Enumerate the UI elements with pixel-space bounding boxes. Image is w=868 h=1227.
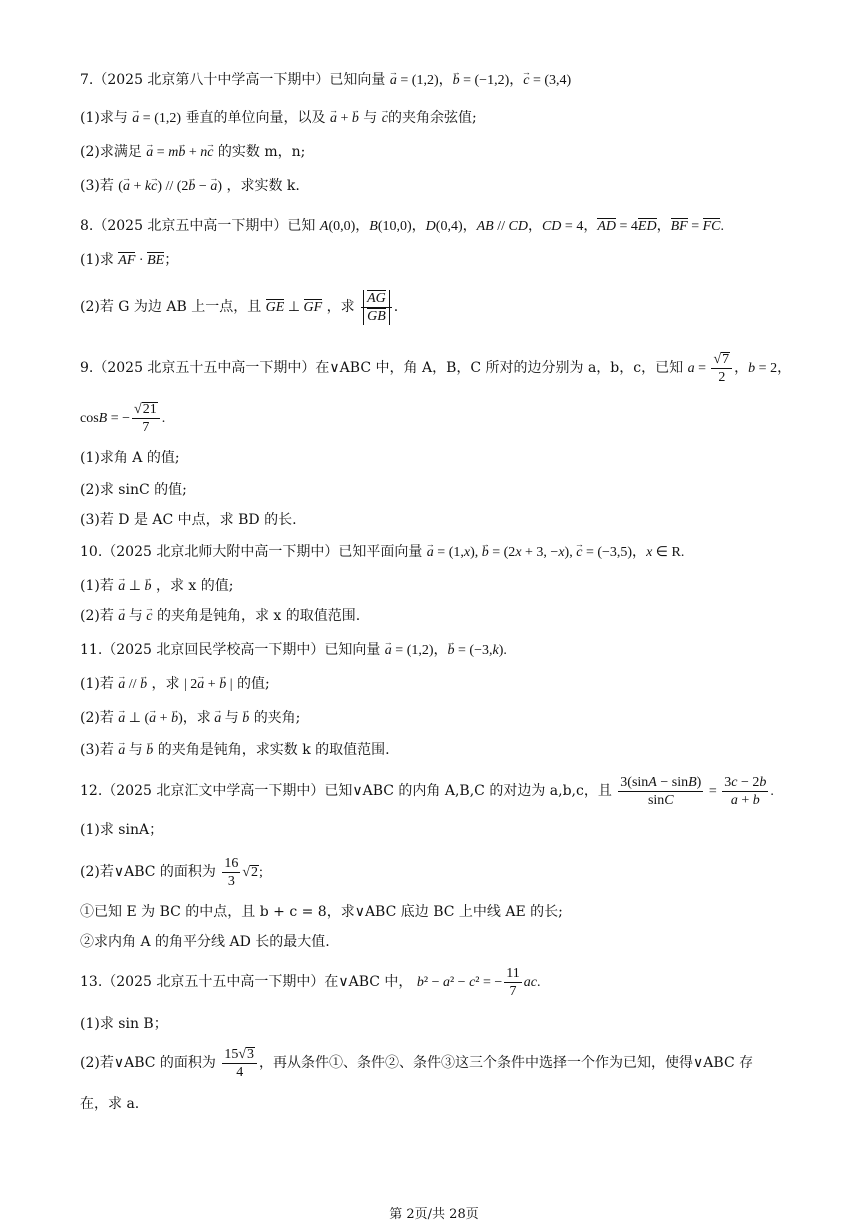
q11-part3: (3)若 → a 与 → b 的夹角是钝角，求实数 k 的取值范围. [80,740,390,761]
q13-head: 13.（2025 北京五十五中高一下期中）在∨ABC 中， b² − a² − c² = − $\frac{11}{7}$ ac. [80,966,541,1000]
q10-head-text: 10.（2025 北京北师大附中高一下期中）已知平面向量 [80,544,423,560]
q7-part1-text: (1)求与 [80,110,128,126]
q13-part2-text: (2)若∨ABC 的面积为 [80,1055,216,1071]
q7-vectors: → a = (1,2)，→ b = (−1,2)，→ c = (3,4) [390,73,571,88]
q10-part1: (1)若 → a ⊥ → b ，求 x 的值; [80,576,233,597]
q12-head-text: 12.（2025 北京汇文中学高一下期中）已知∨ABC 的内角 A,B,C 的对边为 a,b,c，且 [80,783,612,799]
q12-sub1: ①已知 E 为 BC 的中点，且 b + c = 8，求∨ABC 底边 BC 上中线 AE 的长; [80,904,563,920]
q8-part1: (1)求 AF · BE； [80,252,179,268]
q11-part3-text: (3)若 [80,742,114,758]
q8-part2-mid: ，求 [326,299,355,315]
q7-part2: (2)求满足 → a = m→ b + n→ c 的实数 m，n; [80,142,305,163]
q8-ratio: $\frac{AG}{GB}$ [361,289,392,325]
q7-head-text: 7.（2025 北京第八十中学高一下期中）已知向量 [80,72,386,88]
q7-part1-mid2: 与 [363,110,378,126]
q12-part2-text: (2)若∨ABC 的面积为 [80,864,216,880]
q7-part3-text: (3)若 [80,178,114,194]
q11-head: 11.（2025 北京回民学校高一下期中）已知向量 → a = (1,2)，→ b = (−3,k). [80,640,507,661]
q10-part2-text: (2)若 [80,608,114,624]
q11-head-text: 11.（2025 北京回民学校高一下期中）已知向量 [80,642,381,658]
q7-part2-end: 的实数 m，n; [217,144,306,160]
page-footer: 第 2页/共 28页 [389,1207,479,1222]
q11-part2-text: (2)若 [80,710,114,726]
q13-part2-mid: ，再从条件①、条件②、条件③这三个条件中选择一个作为已知，使得∨ABC 存 [259,1055,754,1071]
q9-head-text: 9.（2025 北京五十五中高一下期中）在∨ABC 中，角 A，B，C 所对的边分别为 a，b，c，已知 [80,360,684,376]
q8-part2-text: (2)若 G 为边 AB 上一点，且 [80,299,262,315]
q13-part2: (2)若∨ABC 的面积为 $\frac{15√3}{4}$ ，再从条件①、条件②、条件③这三个条件中选择一个作为已知，使得∨ABC 存 [80,1047,754,1081]
q7-part1-mid: 垂直的单位向量，以及 [185,110,326,126]
q8-head [80,216,724,237]
q10-part2: (2)若 → a 与 → c 的夹角是钝角，求 x 的取值范围. [80,606,360,627]
q7-head [80,70,571,91]
q7-part1-end: 的夹角余弦值; [387,110,477,126]
q10-part2-end: 的夹角是钝角，求 x 的取值范围. [156,608,361,624]
q9-part1: (1)求角 A 的值; [80,450,180,466]
q13-part1: (1)求 sin B； [80,1016,168,1032]
q11-part3-end: 的夹角是钝角，求实数 k 的取值范围. [157,742,390,758]
q7-part2-text: (2)求满足 [80,144,142,160]
q9-cond: cosB = − $\frac{√21}{7}$ . [80,402,166,436]
q7-part3-end: ，求实数 k. [226,178,300,194]
q8-head-text: 8.（2025 北京五中高一下期中）已知 [80,218,316,234]
q12-part2: (2)若∨ABC 的面积为 $\frac{16}{3}$ √2; [80,856,263,890]
q11-part1-end: 的值; [236,676,270,692]
q11-part1: (1)若 → a // → b ，求 | 2→ a + → b | 的值; [80,674,270,695]
q8-part2: (2)若 G 为边 AB 上一点，且 GE ⊥ GF ，求 $\frac{AG}{GB}$ . [80,290,399,324]
q12-head: 12.（2025 北京汇文中学高一下期中）已知∨ABC 的内角 A,B,C 的对边为 a,b,c，且 $\frac{3(\sin A - \sin B)}{\sin C}$ = $\frac{3c - 2b}{a + b}$ . [80,775,774,809]
q9-part2: (2)求 sinC 的值; [80,482,187,498]
q10-part1-text: (1)若 [80,578,114,594]
q7-part1: (1)求与 → a = (1,2) 垂直的单位向量，以及 → a + → b 与 → c的夹角余弦值; [80,108,477,129]
q12-sub2: ②求内角 A 的角平分线 AD 长的最大值. [80,934,330,950]
q11-part1-mid: ，求 [151,676,180,692]
q9-head: 9.（2025 北京五十五中高一下期中）在∨ABC 中，角 A，B，C 所对的边分别为 a，b，c，已知 a = $\frac{√7}{2}$ ，b = 2， [80,352,792,386]
q13-part2-cont: 在，求 a. [80,1096,140,1112]
q8-part1-text: (1)求 [80,252,114,268]
q13-head-text: 13.（2025 北京五十五中高一下期中）在∨ABC 中， [80,974,413,990]
q10-part1-end: ，求 x 的值; [155,578,234,594]
q11-part1-text: (1)若 [80,676,114,692]
q11-part2: (2)若 → a ⊥ (→ a + → b)，求 → a 与 → b 的夹角; [80,708,300,729]
q11-part2-end: 的夹角; [253,710,301,726]
q10-head: 10.（2025 北京北师大附中高一下期中）已知平面向量 → a = (1,x), → b = (2x + 3, −x), → c = (−3,5)，x ∈ R. [80,542,684,563]
q9-part3: (3)若 D 是 AC 中点，求 BD 的长. [80,512,297,528]
q12-part1: (1)求 sinA； [80,822,164,838]
q7-part3: (3)若 (→ a + k→ c) // (2→ b − → a) ，求实数 k. [80,176,300,197]
q8-conditions: A(0,0)，B(10,0)，D(0,4)，AB // CD，CD = 4，AD = 4ED，BF = FC. [319,219,724,234]
